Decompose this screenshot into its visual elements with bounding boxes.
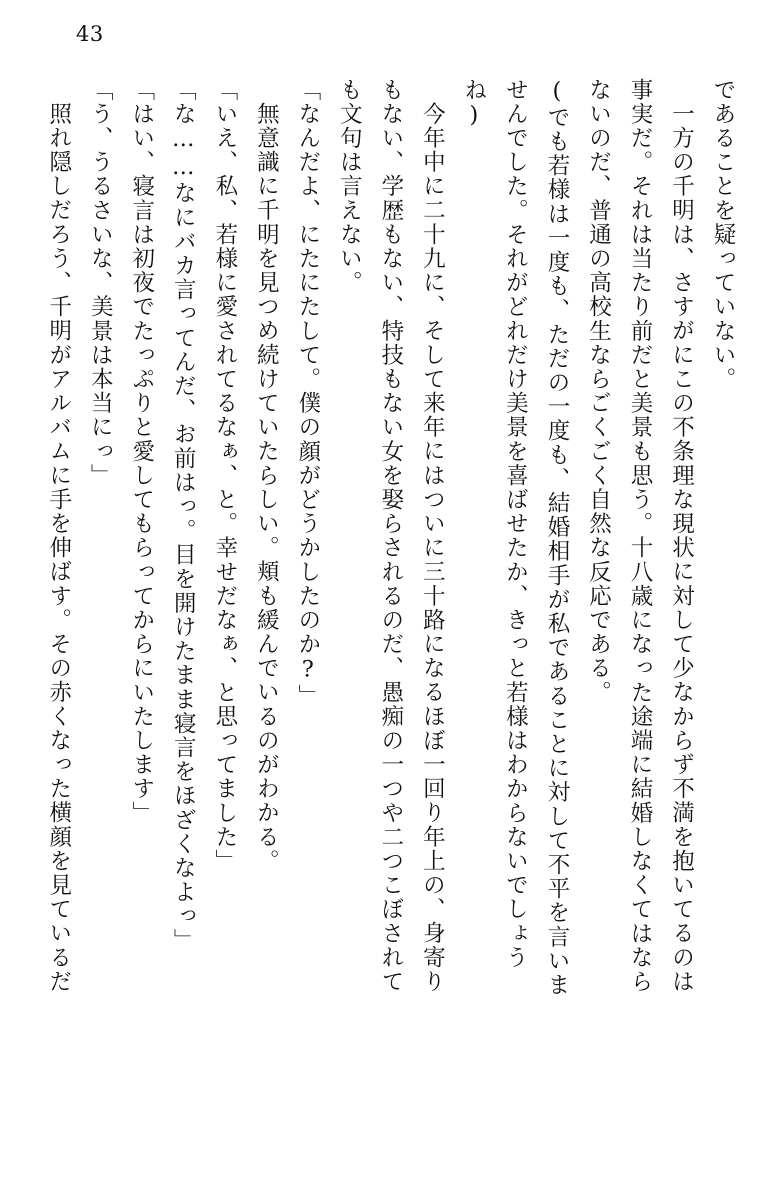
text-column: 「な……なにバカ言ってんだ、お前はっ。目を開けたまま寝言をほざくなよっ」 (170, 78, 197, 953)
text-column: 無意識に千明を見つめ続けていたらしい。頬も緩んでいるのがわかる。 (253, 102, 280, 874)
text-column: ないのだ、普通の高校生ならごくごく自然な反応である。 (585, 78, 612, 705)
text-column: 事実だ。それは当たり前だと美景も思う。十八歳になった途端に結婚しなくてはなら (626, 78, 653, 994)
text-column: 一方の千明は、さすがにこの不条理な現状に対して少なからず不満を抱いてるのは (668, 102, 695, 994)
text-column: せんでした。それがどれだけ美景を喜ばせたか、きっと若様はわからないでしょう (502, 78, 529, 970)
text-column: ね) (460, 78, 487, 130)
page-number: 43 (76, 22, 104, 46)
text-column: 今年中に二十九に、そして来年にはついに三十路になるほぼ一回り年上の、身寄り (419, 102, 446, 994)
text-column: 「はい、寝言は初夜でたっぷりと愛してもらってからにいたします」 (128, 78, 155, 826)
text-column: 「なんだよ、にたにたして。僕の顔がどうかしたのか?」 (294, 78, 321, 709)
text-column: も文句は言えない。 (336, 78, 363, 295)
text-column: もない、学歴もない、特技もない女を娶らされるのだ、愚痴の一つや二つこぼされて (377, 78, 404, 994)
text-column: (でも若様は一度も、ただの一度も、結婚相手が私であることに対して不平を言いま (543, 78, 570, 998)
vertical-text-body (36, 78, 742, 1168)
text-column: 「う、うるさいな、美景は本当にっ」 (87, 78, 114, 488)
text-column: であることを疑っていない。 (710, 78, 736, 392)
text-column: 「いえ、私、若様に愛されてるなぁ、と。幸せだなぁ、と思ってました」 (211, 78, 238, 874)
text-column: 照れ隠しだろう、千明がアルバムに手を伸ばす。その赤くなった横顔を見ているだ (45, 102, 72, 994)
